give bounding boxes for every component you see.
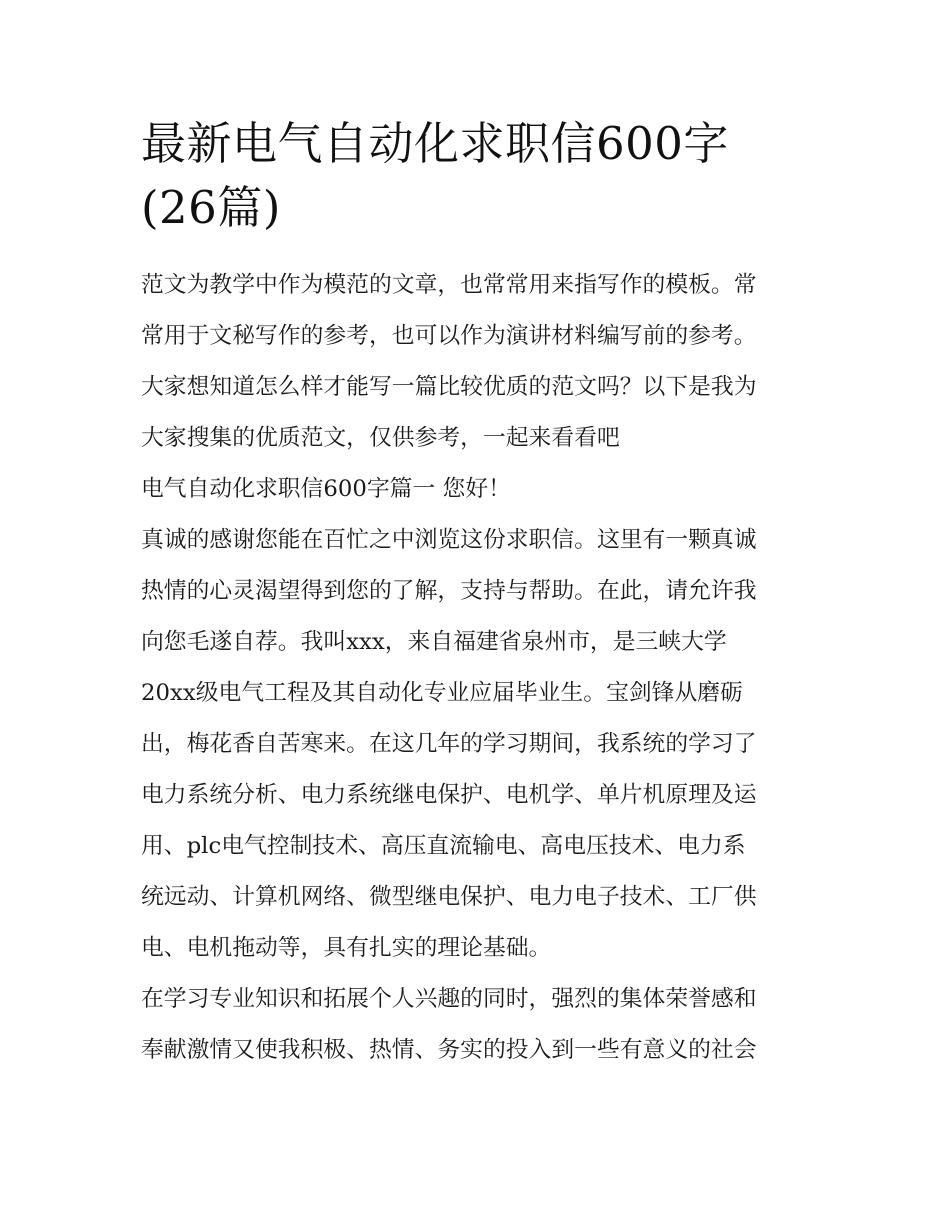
body-line: 在学习专业知识和拓展个人兴趣的同时，强烈的集体荣誉感和 (141, 986, 757, 1012)
body-line: 电、电机拖动等，具有扎实的理论基础。 (141, 935, 552, 961)
body-line: 热情的心灵渴望得到您的了解，支持与帮助。在此，请允许我 (141, 578, 757, 604)
body-line: 范文为教学中作为模范的文章，也常常用来指写作的模板。常 (141, 272, 757, 298)
body-line: 常用于文秘写作的参考，也可以作为演讲材料编写前的参考。 (141, 323, 757, 349)
document-body (141, 260, 821, 1076)
body-line: 大家搜集的优质范文，仅供参考，一起来看看吧 (141, 425, 620, 451)
body-line: 向您毛遂自荐。我叫xxx，来自福建省泉州市，是三峡大学 (141, 629, 727, 655)
section-heading-line: 电气自动化求职信600字篇一 您好！ (141, 476, 511, 502)
title-line: 最新电气自动化求职信600字 (141, 117, 729, 170)
body-line: 出，梅花香自苦寒来。在这几年的学习期间，我系统的学习了 (141, 731, 757, 757)
body-line: 电力系统分析、电力系统继电保护、电机学、单片机原理及运 (141, 782, 757, 808)
document-title (141, 112, 821, 240)
title-line: (26篇) (141, 181, 281, 234)
body-line: 奉献激情又使我积极、热情、务实的投入到一些有意义的社会 (141, 1037, 757, 1063)
body-line: 用、plc电气控制技术、高压直流输电、高电压技术、电力系 (141, 833, 746, 859)
document-page (141, 112, 821, 1076)
body-line: 统远动、计算机网络、微型继电保护、电力电子技术、工厂供 (141, 884, 757, 910)
body-line: 真诚的感谢您能在百忙之中浏览这份求职信。这里有一颗真诚 (141, 527, 757, 553)
body-line: 20xx级电气工程及其自动化专业应届毕业生。宝剑锋从磨砺 (141, 680, 743, 706)
body-line: 大家想知道怎么样才能写一篇比较优质的范文吗？以下是我为 (141, 374, 757, 400)
